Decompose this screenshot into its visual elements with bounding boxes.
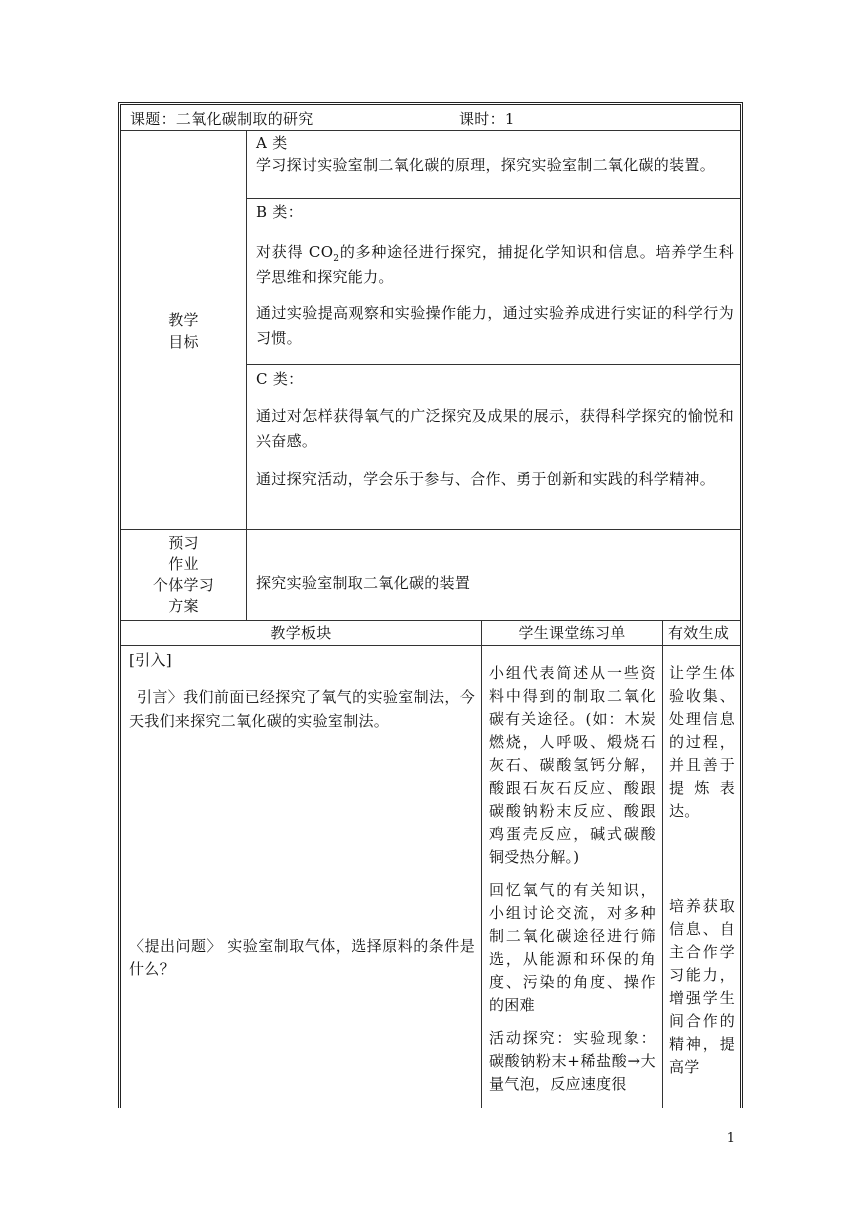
objectives-label-line1: 教学 xyxy=(168,311,199,329)
column-header-teaching: 教学板块 xyxy=(270,624,332,642)
class-b-title: B 类： xyxy=(256,203,303,221)
row-divider xyxy=(121,529,740,530)
practice-text-1: 小组代表简述从一些资料中得到的制取二氧化碳有关途径。(如：木炭燃烧，人呼吸、煅烧石灰石、碳酸氢钙分解，酸跟石灰石反应、酸跟碳酸钠粉末反应、酸跟鸡蛋壳反应，碱式碳酸铜受热分解。) xyxy=(489,664,656,866)
lesson-topic: 课题：二氧化碳制取的研究 xyxy=(130,110,314,128)
preview-label-line1: 预习 xyxy=(168,534,199,552)
preview-label-line2: 作业 xyxy=(168,555,199,573)
col-divider xyxy=(246,130,247,620)
practice-text-2: 回忆氧气的有关知识，小组讨论交流，对多种制二氧化碳途径进行筛选，从能源和环保的角度、污染的角度、操作的困难 xyxy=(489,881,656,1014)
class-b-text-1 xyxy=(256,240,734,290)
row-divider xyxy=(247,198,740,199)
col-divider xyxy=(481,620,482,1108)
class-b-text-2: 通过实验提高观察和实验操作能力，通过实验养成进行实证的科学行为习惯。 xyxy=(256,304,734,347)
page-number: 1 xyxy=(726,1131,735,1146)
practice-text-3: 活动探究：实验现象：碳酸钠粉末+稀盐酸→大量气泡，反应速度很 xyxy=(489,1029,656,1093)
objectives-label-line2: 目标 xyxy=(168,333,199,351)
intro-text: 引言〉我们前面已经探究了氧气的实验室制法，今天我们来探究二氧化碳的实验室制法。 xyxy=(129,688,475,730)
co2-subscript: 2 xyxy=(333,254,340,264)
row-divider xyxy=(121,645,740,646)
preview-text: 探究实验室制取二氧化碳的装置 xyxy=(256,574,471,592)
class-b-text-1-post: 的多种途径进行探究，捕捉化学知识和信息。培养学生科学思维和探究能力。 xyxy=(256,243,734,286)
class-a-title: A 类 xyxy=(256,134,288,152)
class-c-text-2: 通过探究活动，学会乐于参与、合作、勇于创新和实践的科学精神。 xyxy=(256,470,716,488)
class-b-text-1-pre: 对获得 CO xyxy=(256,243,334,261)
row-divider xyxy=(121,620,740,621)
lesson-hours: 课时：1 xyxy=(459,110,515,128)
column-header-outcome: 有效生成 xyxy=(668,624,730,642)
row-divider xyxy=(121,130,740,131)
objectives-label xyxy=(121,309,246,353)
preview-label-line4: 方案 xyxy=(168,597,199,615)
class-c-title: C 类： xyxy=(256,370,304,388)
intro-tag: [引入] xyxy=(129,651,172,669)
outcome-text-1: 让学生体验收集、处理信息的过程，并且善于提炼表达。 xyxy=(669,664,735,820)
col-divider xyxy=(662,620,663,1108)
class-a-text: 学习探讨实验室制二氧化碳的原理，探究实验室制二氧化碳的装置。 xyxy=(256,156,716,174)
column-header-practice: 学生课堂练习单 xyxy=(518,624,626,642)
class-c-text-1: 通过对怎样获得氧气的广泛探究及成果的展示，获得科学探究的愉悦和兴奋感。 xyxy=(256,407,734,450)
preview-label-line3: 个体学习 xyxy=(152,576,215,594)
outcome-text-2: 培养获取信息、自主合作学习能力，增强学生间合作的精神，提高学 xyxy=(669,897,735,1076)
question-text: 〈提出问题〉 实验室制取气体，选择原料的条件是什么？ xyxy=(129,937,475,978)
preview-label xyxy=(121,533,246,617)
row-divider xyxy=(247,364,740,365)
